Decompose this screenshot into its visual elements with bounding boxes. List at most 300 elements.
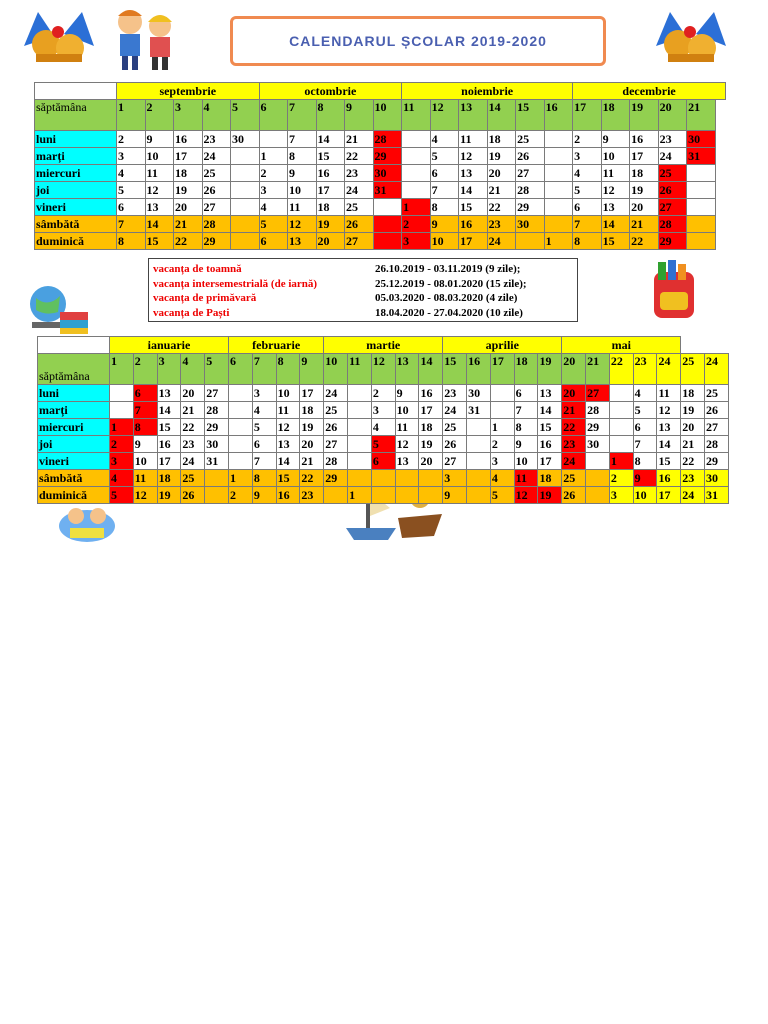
date-cell: 9 [252, 487, 276, 504]
date-cell: 26 [345, 216, 374, 233]
date-cell: 21 [487, 182, 516, 199]
date-cell [231, 199, 260, 216]
date-cell [110, 402, 134, 419]
date-cell: 7 [633, 436, 657, 453]
date-cell [229, 402, 253, 419]
date-cell: 21 [345, 131, 374, 148]
date-cell [229, 453, 253, 470]
date-cell [348, 402, 372, 419]
date-cell: 6 [514, 385, 538, 402]
date-cell: 30 [586, 436, 610, 453]
date-cell: 16 [630, 131, 659, 148]
date-cell [324, 487, 348, 504]
date-cell: 15 [459, 199, 488, 216]
date-cell: 12 [601, 182, 630, 199]
date-cell [348, 436, 372, 453]
date-cell [348, 419, 372, 436]
date-cell: 4 [490, 470, 514, 487]
date-cell: 3 [252, 385, 276, 402]
date-cell [586, 470, 610, 487]
day-name: luni [35, 131, 117, 148]
date-cell: 29 [516, 199, 545, 216]
date-cell: 25 [516, 131, 545, 148]
date-cell: 22 [487, 199, 516, 216]
week-number: 23 [633, 354, 657, 385]
date-cell [687, 182, 716, 199]
date-cell: 21 [681, 436, 705, 453]
date-cell: 18 [174, 165, 203, 182]
date-cell [419, 487, 443, 504]
week-number: 3 [157, 354, 181, 385]
vacation-dates: 05.03.2020 - 08.03.2020 (4 zile) [375, 292, 518, 304]
date-cell: 15 [157, 419, 181, 436]
date-cell [544, 182, 573, 199]
date-cell: 25 [705, 385, 729, 402]
date-cell: 7 [573, 216, 602, 233]
date-cell: 29 [705, 453, 729, 470]
date-cell: 11 [459, 131, 488, 148]
date-cell [371, 470, 395, 487]
day-row [35, 216, 726, 233]
date-cell [609, 385, 633, 402]
date-cell: 8 [117, 233, 146, 250]
date-cell: 3 [117, 148, 146, 165]
month-header: martie [324, 337, 443, 354]
day-name: duminică [35, 233, 117, 250]
date-cell: 1 [110, 419, 134, 436]
date-cell [544, 131, 573, 148]
date-cell: 3 [443, 470, 467, 487]
date-cell: 23 [443, 385, 467, 402]
date-cell: 9 [601, 131, 630, 148]
date-cell: 28 [373, 131, 402, 148]
date-cell: 24 [181, 453, 205, 470]
date-cell: 12 [288, 216, 317, 233]
date-cell: 9 [145, 131, 174, 148]
date-cell: 4 [259, 199, 288, 216]
date-cell: 6 [117, 199, 146, 216]
week-number: 6 [229, 354, 253, 385]
vacation-dates: 25.12.2019 - 08.01.2020 (15 zile); [375, 277, 527, 290]
week-number: 24 [657, 354, 681, 385]
vacation-legend [148, 258, 578, 322]
date-cell: 23 [300, 487, 324, 504]
date-cell: 12 [145, 182, 174, 199]
date-cell [467, 470, 491, 487]
calendar-table-semester-2 [37, 336, 729, 504]
date-cell: 9 [633, 470, 657, 487]
week-number: 12 [371, 354, 395, 385]
date-cell: 25 [345, 199, 374, 216]
date-cell: 25 [658, 165, 687, 182]
date-cell [609, 402, 633, 419]
date-cell: 19 [300, 419, 324, 436]
date-cell: 30 [373, 165, 402, 182]
week-number: 22 [609, 354, 633, 385]
date-cell: 21 [630, 216, 659, 233]
day-row [38, 436, 729, 453]
week-number: 5 [205, 354, 229, 385]
week-number: 11 [402, 100, 431, 131]
date-cell: 28 [516, 182, 545, 199]
week-number: 7 [252, 354, 276, 385]
day-name: marți [38, 402, 110, 419]
date-cell [544, 148, 573, 165]
date-cell: 9 [443, 487, 467, 504]
date-cell: 8 [252, 470, 276, 487]
date-cell: 7 [430, 182, 459, 199]
month-header: februarie [229, 337, 324, 354]
date-cell: 26 [202, 182, 231, 199]
date-cell: 17 [300, 385, 324, 402]
day-name: duminică [38, 487, 110, 504]
date-cell: 21 [562, 402, 586, 419]
date-cell: 31 [687, 148, 716, 165]
date-cell [395, 487, 419, 504]
date-cell: 8 [573, 233, 602, 250]
date-cell: 18 [419, 419, 443, 436]
date-cell: 27 [586, 385, 610, 402]
date-cell: 27 [205, 385, 229, 402]
date-cell: 18 [538, 470, 562, 487]
date-cell: 30 [205, 436, 229, 453]
date-cell: 2 [490, 436, 514, 453]
vacation-name: vacanța intersemestrială (de iarnă) [153, 277, 318, 290]
week-number: 1 [117, 100, 146, 131]
date-cell: 27 [658, 199, 687, 216]
date-cell: 19 [538, 487, 562, 504]
date-cell: 17 [316, 182, 345, 199]
corner-cell [35, 83, 117, 100]
legend-row [153, 306, 573, 321]
week-number: 9 [345, 100, 374, 131]
date-cell: 7 [133, 402, 157, 419]
page-title: CALENDARUL ȘCOLAR 2019-2020 [289, 33, 547, 49]
date-cell: 23 [202, 131, 231, 148]
date-cell [586, 487, 610, 504]
date-cell: 5 [371, 436, 395, 453]
date-cell: 25 [324, 402, 348, 419]
date-cell: 17 [630, 148, 659, 165]
date-cell: 2 [371, 385, 395, 402]
date-cell: 23 [487, 216, 516, 233]
date-cell [467, 419, 491, 436]
date-cell [229, 419, 253, 436]
week-number: 6 [259, 100, 288, 131]
date-cell: 11 [133, 470, 157, 487]
date-cell: 8 [514, 419, 538, 436]
week-number: 7 [288, 100, 317, 131]
date-cell: 15 [316, 148, 345, 165]
week-number: 19 [538, 354, 562, 385]
page-title-box [230, 16, 606, 66]
date-cell: 29 [202, 233, 231, 250]
date-cell: 31 [467, 402, 491, 419]
week-number: 21 [687, 100, 716, 131]
date-cell: 20 [681, 419, 705, 436]
day-name: vineri [35, 199, 117, 216]
date-cell: 31 [705, 487, 729, 504]
date-cell: 23 [181, 436, 205, 453]
date-cell: 13 [276, 436, 300, 453]
day-row [35, 233, 726, 250]
week-number: 17 [573, 100, 602, 131]
date-cell: 24 [658, 148, 687, 165]
date-cell: 26 [516, 148, 545, 165]
month-header: octombrie [259, 83, 402, 100]
date-cell: 17 [657, 487, 681, 504]
date-cell: 30 [687, 131, 716, 148]
date-cell: 1 [402, 199, 431, 216]
legend-row [153, 291, 573, 306]
date-cell: 20 [562, 385, 586, 402]
date-cell: 13 [538, 385, 562, 402]
date-cell [231, 182, 260, 199]
date-cell: 4 [252, 402, 276, 419]
date-cell: 22 [681, 453, 705, 470]
date-cell: 20 [181, 385, 205, 402]
month-header: noiembrie [402, 83, 573, 100]
date-cell: 11 [276, 402, 300, 419]
date-cell: 20 [300, 436, 324, 453]
date-cell: 28 [658, 216, 687, 233]
date-cell: 5 [430, 148, 459, 165]
date-cell: 11 [145, 165, 174, 182]
date-cell: 17 [538, 453, 562, 470]
date-cell: 7 [117, 216, 146, 233]
date-cell [348, 470, 372, 487]
day-row [38, 402, 729, 419]
date-cell [419, 470, 443, 487]
vacation-name: vacanța de primăvară [153, 292, 257, 304]
week-number: 16 [467, 354, 491, 385]
date-cell: 1 [229, 470, 253, 487]
date-cell: 6 [252, 436, 276, 453]
date-cell: 18 [630, 165, 659, 182]
date-cell: 5 [110, 487, 134, 504]
date-cell: 27 [516, 165, 545, 182]
date-cell: 14 [538, 402, 562, 419]
date-cell: 29 [205, 419, 229, 436]
week-number: 21 [586, 354, 610, 385]
date-cell: 25 [443, 419, 467, 436]
date-cell: 25 [181, 470, 205, 487]
date-cell: 3 [110, 453, 134, 470]
date-cell: 24 [681, 487, 705, 504]
week-number: 14 [419, 354, 443, 385]
week-number: 5 [231, 100, 260, 131]
date-cell [231, 165, 260, 182]
date-cell: 23 [681, 470, 705, 487]
vacation-dates: 26.10.2019 - 03.11.2019 (9 zile); [375, 263, 521, 275]
day-row [35, 182, 726, 199]
week-number: 2 [133, 354, 157, 385]
calendar-table-semester-1 [34, 82, 726, 250]
date-cell: 10 [276, 385, 300, 402]
date-cell: 20 [630, 199, 659, 216]
day-name: luni [38, 385, 110, 402]
date-cell [687, 216, 716, 233]
date-cell [544, 199, 573, 216]
date-cell: 3 [259, 182, 288, 199]
date-cell [110, 385, 134, 402]
date-cell: 18 [157, 470, 181, 487]
date-cell [609, 436, 633, 453]
week-number: 14 [487, 100, 516, 131]
vacation-name: vacanța de toamnă [153, 263, 242, 275]
day-name: joi [35, 182, 117, 199]
week-number: 4 [181, 354, 205, 385]
date-cell [259, 131, 288, 148]
date-cell: 9 [133, 436, 157, 453]
week-number: 4 [202, 100, 231, 131]
week-number: 10 [373, 100, 402, 131]
date-cell: 8 [288, 148, 317, 165]
day-row [35, 131, 726, 148]
date-cell: 21 [181, 402, 205, 419]
date-cell: 12 [276, 419, 300, 436]
date-cell: 23 [658, 131, 687, 148]
date-cell: 22 [181, 419, 205, 436]
date-cell: 12 [657, 402, 681, 419]
date-cell [348, 385, 372, 402]
date-cell: 16 [538, 436, 562, 453]
date-cell: 11 [657, 385, 681, 402]
date-cell: 19 [419, 436, 443, 453]
date-cell [490, 385, 514, 402]
date-cell: 6 [259, 233, 288, 250]
date-cell: 6 [133, 385, 157, 402]
date-cell: 27 [202, 199, 231, 216]
date-cell: 13 [459, 165, 488, 182]
date-cell: 1 [348, 487, 372, 504]
week-number: 13 [459, 100, 488, 131]
date-cell [544, 216, 573, 233]
date-cell: 22 [174, 233, 203, 250]
date-cell: 23 [562, 436, 586, 453]
date-cell: 14 [276, 453, 300, 470]
week-number: 20 [658, 100, 687, 131]
date-cell: 10 [430, 233, 459, 250]
date-cell: 17 [174, 148, 203, 165]
date-cell [231, 148, 260, 165]
date-cell: 27 [345, 233, 374, 250]
date-cell: 21 [300, 453, 324, 470]
week-number: 8 [276, 354, 300, 385]
week-number: 19 [630, 100, 659, 131]
date-cell [544, 165, 573, 182]
date-cell: 3 [371, 402, 395, 419]
day-name: joi [38, 436, 110, 453]
date-cell: 9 [395, 385, 419, 402]
date-cell: 17 [157, 453, 181, 470]
date-cell: 12 [395, 436, 419, 453]
week-number: 24 [705, 354, 729, 385]
day-row [35, 165, 726, 182]
week-number: 16 [544, 100, 573, 131]
date-cell: 7 [514, 402, 538, 419]
date-cell: 22 [562, 419, 586, 436]
date-cell: 16 [316, 165, 345, 182]
date-cell: 10 [133, 453, 157, 470]
day-row [35, 199, 726, 216]
date-cell [229, 436, 253, 453]
date-cell: 14 [157, 402, 181, 419]
date-cell: 24 [345, 182, 374, 199]
date-cell: 29 [658, 233, 687, 250]
date-cell: 4 [110, 470, 134, 487]
kids-reading-icon [56, 500, 118, 544]
backpack-icon [644, 258, 706, 322]
date-cell [373, 216, 402, 233]
week-number: 12 [430, 100, 459, 131]
day-name: marți [35, 148, 117, 165]
date-cell: 20 [316, 233, 345, 250]
date-cell: 31 [205, 453, 229, 470]
date-cell: 18 [316, 199, 345, 216]
date-cell [205, 487, 229, 504]
week-number: 1 [110, 354, 134, 385]
date-cell: 3 [402, 233, 431, 250]
date-cell: 18 [487, 131, 516, 148]
date-cell [467, 487, 491, 504]
date-cell: 4 [633, 385, 657, 402]
date-cell: 15 [276, 470, 300, 487]
date-cell: 16 [657, 470, 681, 487]
bells-icon-left [18, 6, 100, 72]
date-cell: 5 [117, 182, 146, 199]
date-cell: 17 [459, 233, 488, 250]
date-cell [371, 487, 395, 504]
date-cell: 15 [145, 233, 174, 250]
date-cell: 14 [601, 216, 630, 233]
date-cell: 16 [174, 131, 203, 148]
week-number: 15 [516, 100, 545, 131]
week-number: 17 [490, 354, 514, 385]
date-cell: 13 [657, 419, 681, 436]
date-cell: 7 [252, 453, 276, 470]
date-cell: 30 [467, 385, 491, 402]
date-cell [687, 199, 716, 216]
week-number: 13 [395, 354, 419, 385]
date-cell: 18 [300, 402, 324, 419]
children-icon [108, 4, 182, 72]
date-cell [402, 148, 431, 165]
date-cell: 19 [316, 216, 345, 233]
date-cell: 4 [371, 419, 395, 436]
date-cell: 14 [145, 216, 174, 233]
date-cell: 28 [324, 453, 348, 470]
date-cell: 27 [324, 436, 348, 453]
date-cell: 8 [133, 419, 157, 436]
date-cell: 22 [345, 148, 374, 165]
date-cell: 9 [514, 436, 538, 453]
date-cell: 9 [288, 165, 317, 182]
date-cell: 4 [430, 131, 459, 148]
date-cell: 2 [402, 216, 431, 233]
week-number: 15 [443, 354, 467, 385]
date-cell: 2 [259, 165, 288, 182]
day-name: sâmbătă [35, 216, 117, 233]
month-header: septembrie [117, 83, 260, 100]
date-cell: 27 [705, 419, 729, 436]
day-row [35, 148, 726, 165]
date-cell: 15 [538, 419, 562, 436]
month-header: ianuarie [110, 337, 229, 354]
date-cell: 1 [544, 233, 573, 250]
week-label: săptămâna [38, 354, 110, 385]
date-cell: 3 [573, 148, 602, 165]
